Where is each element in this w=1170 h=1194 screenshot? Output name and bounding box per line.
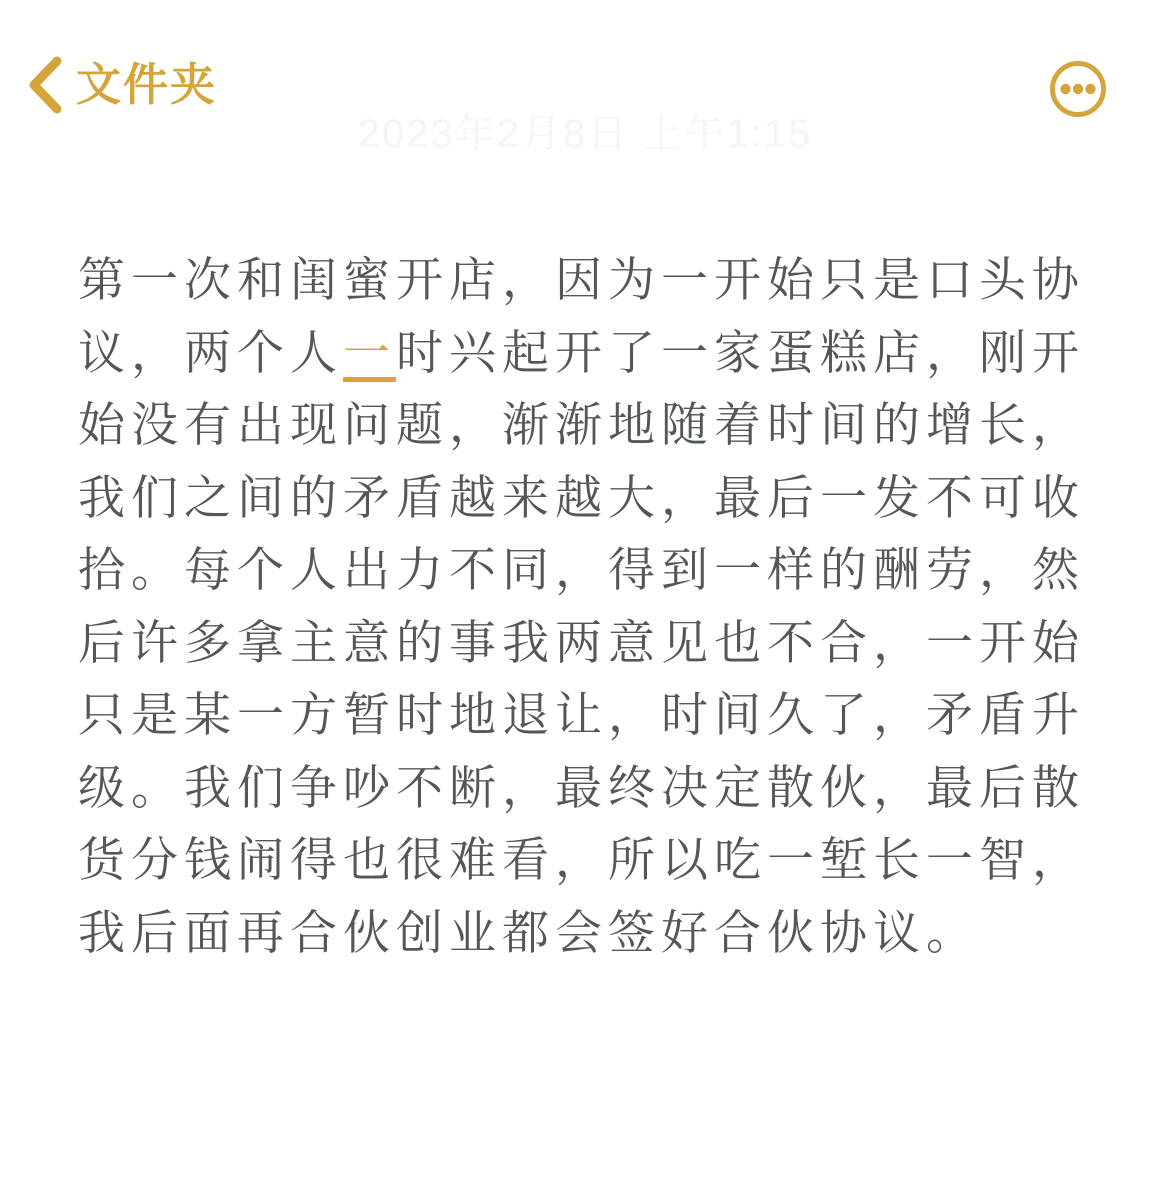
note-line [78,317,1094,390]
note-text: 我们之间的矛盾越来越大，最后一发不可收 [78,470,1085,524]
note-text: 只是某一方暂时地退让，时间久了，矛盾升 [78,688,1085,741]
note-text: 货分钱闹得也很难看，所以吃一堑长一智， [78,833,1085,886]
note-line [78,752,1094,825]
note-timestamp: 2023年2月8日 上午1:15 [357,112,813,156]
highlighted-text: 一 [343,325,396,379]
note-text: 我后面再合伙创业都会签好合伙协议。 [78,905,979,959]
note-text: 议，两个人 [78,325,343,379]
note-line [78,534,1094,607]
note-line [78,607,1094,680]
back-label: 文件夹 [76,59,218,110]
note-text: 后许多拿主意的事我两意见也不合，一开始 [78,615,1085,669]
note-line [78,462,1094,535]
ellipsis-circle-icon [1049,60,1107,118]
note-line [78,679,1094,752]
note-text: 时兴起开了一家蛋糕店，刚开 [396,325,1085,379]
note-line [78,824,1094,897]
note-text: 拾。每个人出力不同，得到一样的酬劳，然 [78,543,1085,596]
note-body[interactable] [78,244,1094,969]
nav-bar [0,0,1170,170]
note-line [78,389,1094,462]
note-line [78,244,1094,317]
note-text: 第一次和闺蜜开店，因为一开始只是口头协 [78,253,1085,306]
more-button[interactable] [1049,60,1107,118]
note-text: 始没有出现问题，渐渐地随着时间的增长， [78,398,1085,451]
note-text: 级。我们争吵不断，最终决定散伙，最后散 [78,760,1085,814]
note-line [78,897,1094,970]
